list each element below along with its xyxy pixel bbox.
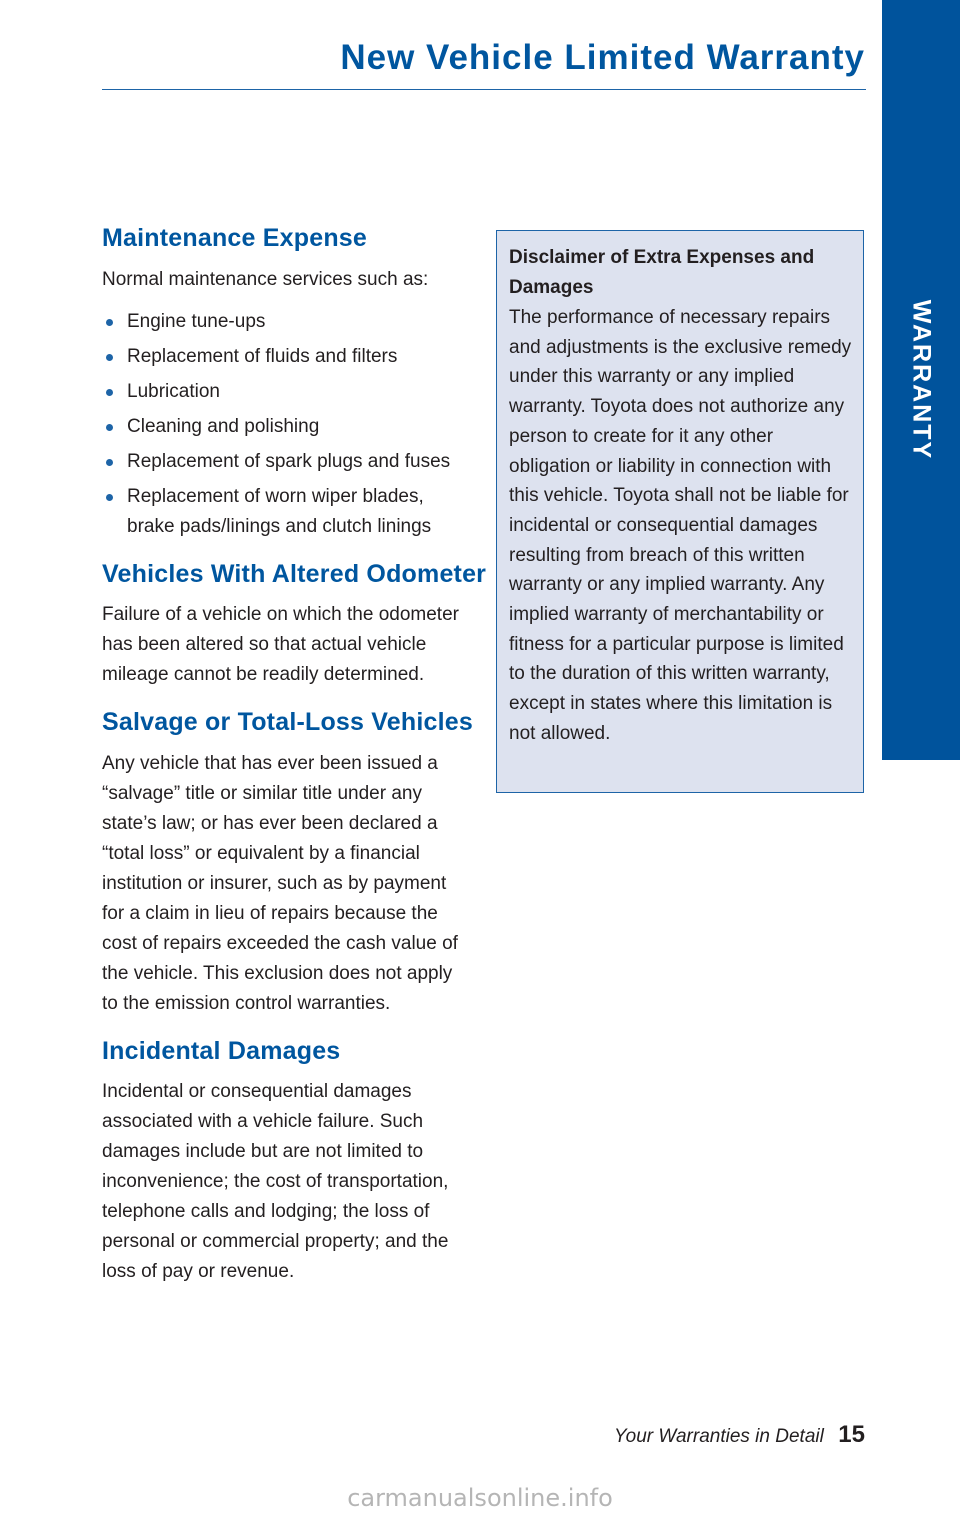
list-item <box>102 412 472 442</box>
section-body: Failure of a vehicle on which the odometer has been altered so that actual vehicle mileage cannot be readily determined. <box>102 604 459 685</box>
page-footer <box>614 1421 865 1449</box>
watermark: carmanualsonline.info <box>347 1484 613 1512</box>
bullet-icon <box>106 319 113 326</box>
list-item <box>102 342 472 372</box>
side-tab <box>882 0 960 760</box>
list-item <box>102 307 472 337</box>
footer-section-title: Your Warranties in Detail <box>614 1426 824 1447</box>
list-item-text: Lubrication <box>127 380 220 402</box>
section-altered-odometer <box>102 558 487 691</box>
section-body: Any vehicle that has ever been issued a “salvage” title or similar title under any state’s law; or has ever been declared a “total loss” or equivalent by a financial institution or insurer, such as by payment for a claim in lieu of repairs because the cost of repairs exceeded the cash value of the vehicle. This exclusion does not apply to the emission control warranties. <box>102 752 458 1014</box>
bullet-icon <box>106 389 113 396</box>
list-item <box>102 482 472 542</box>
list-item-text: Cleaning and polishing <box>127 415 320 437</box>
title-divider <box>102 89 866 90</box>
bullet-list <box>102 307 472 542</box>
list-item-text: Engine tune-ups <box>127 310 266 332</box>
side-tab-label: WARRANTY <box>907 299 936 461</box>
section-incidental-damages <box>102 1035 472 1288</box>
bullet-icon <box>106 354 113 361</box>
section-heading: Incidental Damages <box>102 1036 341 1065</box>
main-column <box>102 222 487 1303</box>
bullet-icon <box>106 424 113 431</box>
disclaimer-body: The performance of necessary repairs and adjustments is the exclusive remedy under this warranty or any implied warranty. Toyota does not authorize any person to create for it any other obligation or liability in connection with this vehicle. Toyota shall not be liable for incidental or consequential damages resulting from breach of this written warranty or any implied warranty. Any implied warranty of merchantability or fitness for a particular purpose is limited to the duration of this written warranty, except in states where this limitation is not allowed. <box>509 307 852 744</box>
section-heading: Salvage or Total-Loss Vehicles <box>102 708 473 736</box>
page-title: New Vehicle Limited Warranty <box>340 38 865 77</box>
list-item-text: Replacement of fluids and filters <box>127 345 398 367</box>
list-item-text: Replacement of worn wiper blades, brake pads/linings and clutch linings <box>127 485 432 537</box>
section-body: Incidental or consequential damages associated with a vehicle failure. Such damages include but are not limited to inconvenience; the cost of transportation, telephone calls and lodging; the loss of personal or commercial property; and the loss of pay or revenue. <box>102 1081 449 1282</box>
section-heading: Vehicles With Altered Odometer <box>102 559 487 588</box>
section-salvage-vehicles <box>102 706 472 1019</box>
disclaimer-title: Disclaimer of Extra Expenses and Damages <box>509 247 815 298</box>
bullet-icon <box>106 494 113 501</box>
section-intro: Normal maintenance services such as: <box>102 268 429 290</box>
page-number: 15 <box>838 1421 865 1448</box>
list-item <box>102 447 472 477</box>
list-item <box>102 377 472 407</box>
disclaimer-box <box>496 230 864 793</box>
section-maintenance-expense <box>102 222 472 542</box>
list-item-text: Replacement of spark plugs and fuses <box>127 450 451 472</box>
section-heading: Maintenance Expense <box>102 224 368 252</box>
bullet-icon <box>106 459 113 466</box>
